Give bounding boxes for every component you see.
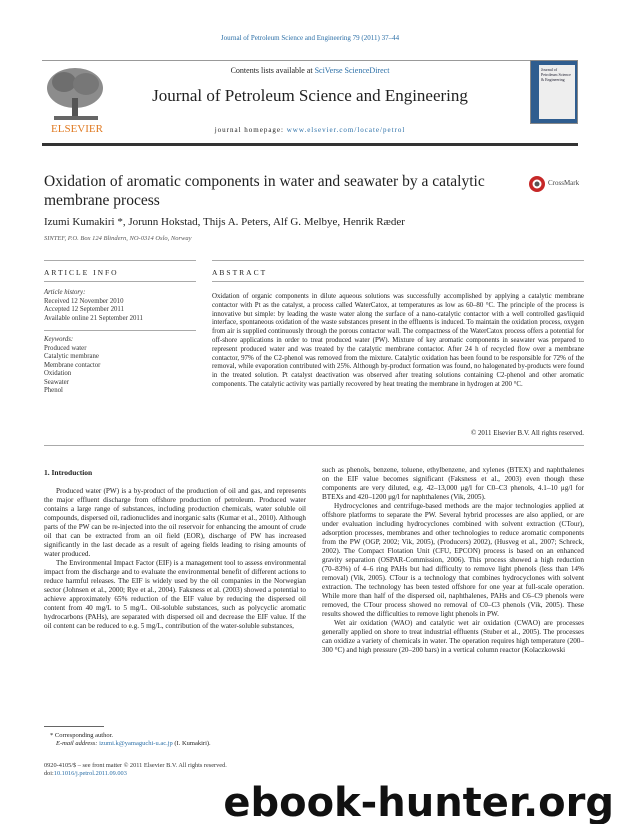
- email-label: E-mail address:: [56, 740, 100, 747]
- history-item: Received 12 November 2010: [44, 297, 124, 305]
- abstract-bottom-rule: [44, 445, 584, 446]
- homepage-link[interactable]: www.elsevier.com/locate/petrol: [286, 126, 406, 134]
- keywords-label: Keywords:: [44, 336, 74, 343]
- history-item: Accepted 12 September 2011: [44, 306, 124, 313]
- crossmark-badge[interactable]: [528, 174, 578, 194]
- keyword: Produced water: [44, 344, 87, 352]
- footnote-rule: [44, 726, 104, 727]
- journal-reference[interactable]: Journal of Petroleum Science and Engineering 79 (2011) 37–44: [220, 34, 400, 42]
- body-paragraph: Produced water (PW) is a by-product of the production of oil and gas, and represents the major effluent discharge from offshore production of petroleum. Produced water contains a large range of substances, including production chemicals, water soluble oil compounds, dispersed oil, radionuclides and inorganic salts (Kumar et al., 2010). Although parts of the PW can be re-injected into the oil reservoir for enhancing the amount of crude oil that can be extracted from an oil field (EOR), discharge of PW has increased significantly in the last decade as a result of ageing fields leading to rising amounts of water produced.: [44, 487, 306, 558]
- abstract-copyright: © 2011 Elsevier B.V. All rights reserved.: [471, 430, 584, 437]
- abstract-text: Oxidation of organic components in dilute aqueous solutions was successfully accomplished by applying a catalytic membrane contactor with Pt as the catalyst, a process called WaterCatox, at temperatures as low as 60–80 °C. The principle of the process is innovative but simple: by leading the waste water along the surface of a nano-catalytic contactor with a well controlled gas/liquid interface, spontaneous oxidation of the waste substances present in the effluents is induced. To maintain the oxidation process, oxygen from air is supplied continuously through the porous contactor wall. The compactness of the WaterCatox process offers a potential for off-shore applications in order to treat produced water (PW). Mixture of key aromatic components in seawater was prepared to represent produced water and was treated by the catalytic membrane contactor. After 24 h of recycled flow over a membrane contactor, 97% of the C2-phenol was removed from the mixture. Catalytic oxidation has been found to be responsible for 72% of the removal, while evaporation contributed with 25%. Although by-product formation was found, no halogenated by-products were found in the treated solution. Pt catalyst deactivation was observed after treating solutions containing C2-phenol and other aromatic components. The catalytic activity was partially recovered by heat treating the membrane in hydrogen at 200 °C.: [212, 293, 584, 388]
- corresponding-label: Corresponding author.: [54, 732, 114, 739]
- watermark: [148, 780, 618, 824]
- cover-title: Journal of Petroleum Science & Engineering: [539, 65, 575, 119]
- keyword: Phenol: [44, 387, 63, 394]
- body-paragraph: Hydrocyclones and centrifuge-based methods are the major technologies applied at offshore platforms to separate the PW. Several hybrid processes are also applied, or are under evaluation including hydrocyclones combined with solvent extraction (CTour), adsorption processes, membranes and other technologies to reduce aromatic components from the PW (OGP, 2002; Vik, 2005), (Producers) 2002), (Husveg et al., 2007; Schreck, 2002). The Compact Flotation Unit (CFU, EPCON) process is based on an enhanced gravity separation (OSPAR-Commission, 2006). This process showed a high reduction (70–83%) of 4–6 ring PAHs but had difficulty to remove light phenols (less than 14% removal) (Vik, 2005). CTour is a technology that combines hydrocyclones with solvent extraction. The technology has been tested offshore for one year at full-scale operation. While more than half of the dispersed oil, naphthalenes, PAHs and C6–C9 phenols were removed, the CTour process showed no removal of C0–C3 phenols (Vik, 2005). These results showed the difficulties to remove light phenols in PW.: [322, 502, 584, 618]
- affiliation: SINTEF, P.O. Box 124 Blindern, NO-0314 Oslo, Norway: [44, 235, 192, 242]
- svg-text:ELSEVIER: ELSEVIER: [51, 123, 103, 135]
- abstract-rule: [212, 260, 584, 261]
- keywords-rule: [44, 330, 196, 331]
- left-column: [44, 487, 306, 631]
- bibliographic-footer: [44, 762, 227, 778]
- history-item: Available online 21 September 2011: [44, 314, 143, 322]
- body-paragraph: Wet air oxidation (WAO) and catalytic wet air oxidation (CWAO) are processes generally applied on shore to treat industrial effluents (Stuber et al., 2005). The processes can oxidize a variety of chemicals in water. The operation requires high temperature (200–300 °C) and high pressure (20–200 bars) in a vertical column reactor (Kolaczkowski: [322, 619, 584, 654]
- author-list: Izumi Kumakiri *, Jorunn Hokstad, Thijs A. Peters, Alf G. Melbye, Henrik Ræder: [44, 216, 405, 228]
- issn-line: 0920-4105/$ – see front matter © 2011 Elsevier B.V. All rights reserved.: [44, 762, 227, 769]
- email-suffix: (I. Kumakiri).: [172, 740, 211, 747]
- doi-prefix: doi:: [44, 770, 54, 777]
- crossmark-label: CrossMark: [548, 179, 580, 187]
- journal-cover-thumbnail: [530, 60, 578, 124]
- contents-prefix: Contents lists available at: [230, 66, 315, 75]
- sciencedirect-link[interactable]: SciVerse ScienceDirect: [314, 66, 390, 75]
- history-label: Article history:: [44, 289, 86, 296]
- abstract-heading: ABSTRACT: [212, 268, 268, 277]
- doi-link[interactable]: 10.1016/j.petrol.2011.09.003: [53, 770, 127, 777]
- article-title: Oxidation of aromatic components in water and seawater by a catalytic membrane process: [44, 173, 485, 209]
- corresponding-author-footnote: [44, 732, 304, 748]
- keyword: Seawater: [44, 378, 69, 386]
- contents-available: [0, 66, 620, 75]
- article-info-subrule: [44, 281, 196, 282]
- article-history: [44, 289, 196, 323]
- body-paragraph: The Environmental Impact Factor (EIF) is a management tool to assess environmental impact from the discharge and to evaluate the environmental benefit of different actions to reduce harmful releases. The EIF is widely used by the oil companies in the Norwegian sector (Johnsen et al., 2000; Rye et al., 2004). Faksness et al. (2003) showed a potential to achieve approximately 65% reduction of the EIF value by reducing the dispersed oil content from 40 mg/L to 5 mg/L. Oil-soluble substances, such as polycyclic aromatic hydrocarbons (PAHs), are separated with dispersed oil and decrease the EIF value. If the oil content can be reduced to e.g. 5 mg/L, contribution of the water-soluble substances,: [44, 559, 306, 630]
- keyword: Oxidation: [44, 370, 72, 377]
- body-paragraph: such as phenols, benzene, toluene, ethylbenzene, and xylenes (BTEX) and naphthalenes on the EIF value becomes significant (Faksness et al., 2003) even though these components are very diluted, e.g. 42–13,000 μg/l for C0–C3 phenols, 4.1–10 μg/l for BTEXs and 420–1200 μg/l for naphthalenes (Vik, 2005).: [322, 466, 584, 501]
- journal-title: Journal of Petroleum Science and Engineering: [152, 86, 468, 105]
- homepage-prefix: journal homepage:: [214, 126, 287, 134]
- introduction-heading: 1. Introduction: [44, 468, 93, 477]
- article-info-rule: [44, 260, 196, 261]
- keywords-block: [44, 336, 196, 396]
- right-column: [322, 466, 584, 655]
- journal-homepage: [0, 126, 620, 134]
- watermark-text: ebook-hunter.org: [223, 780, 614, 824]
- footnote-marker: *: [50, 732, 54, 739]
- keyword: Membrane contactor: [44, 361, 101, 369]
- article-info-heading: ARTICLE INFO: [44, 268, 119, 277]
- abstract-subrule: [212, 281, 584, 282]
- email-link[interactable]: izumi.k@yamaguchi-u.ac.jp: [99, 740, 173, 747]
- keyword: Catalytic membrane: [44, 353, 99, 360]
